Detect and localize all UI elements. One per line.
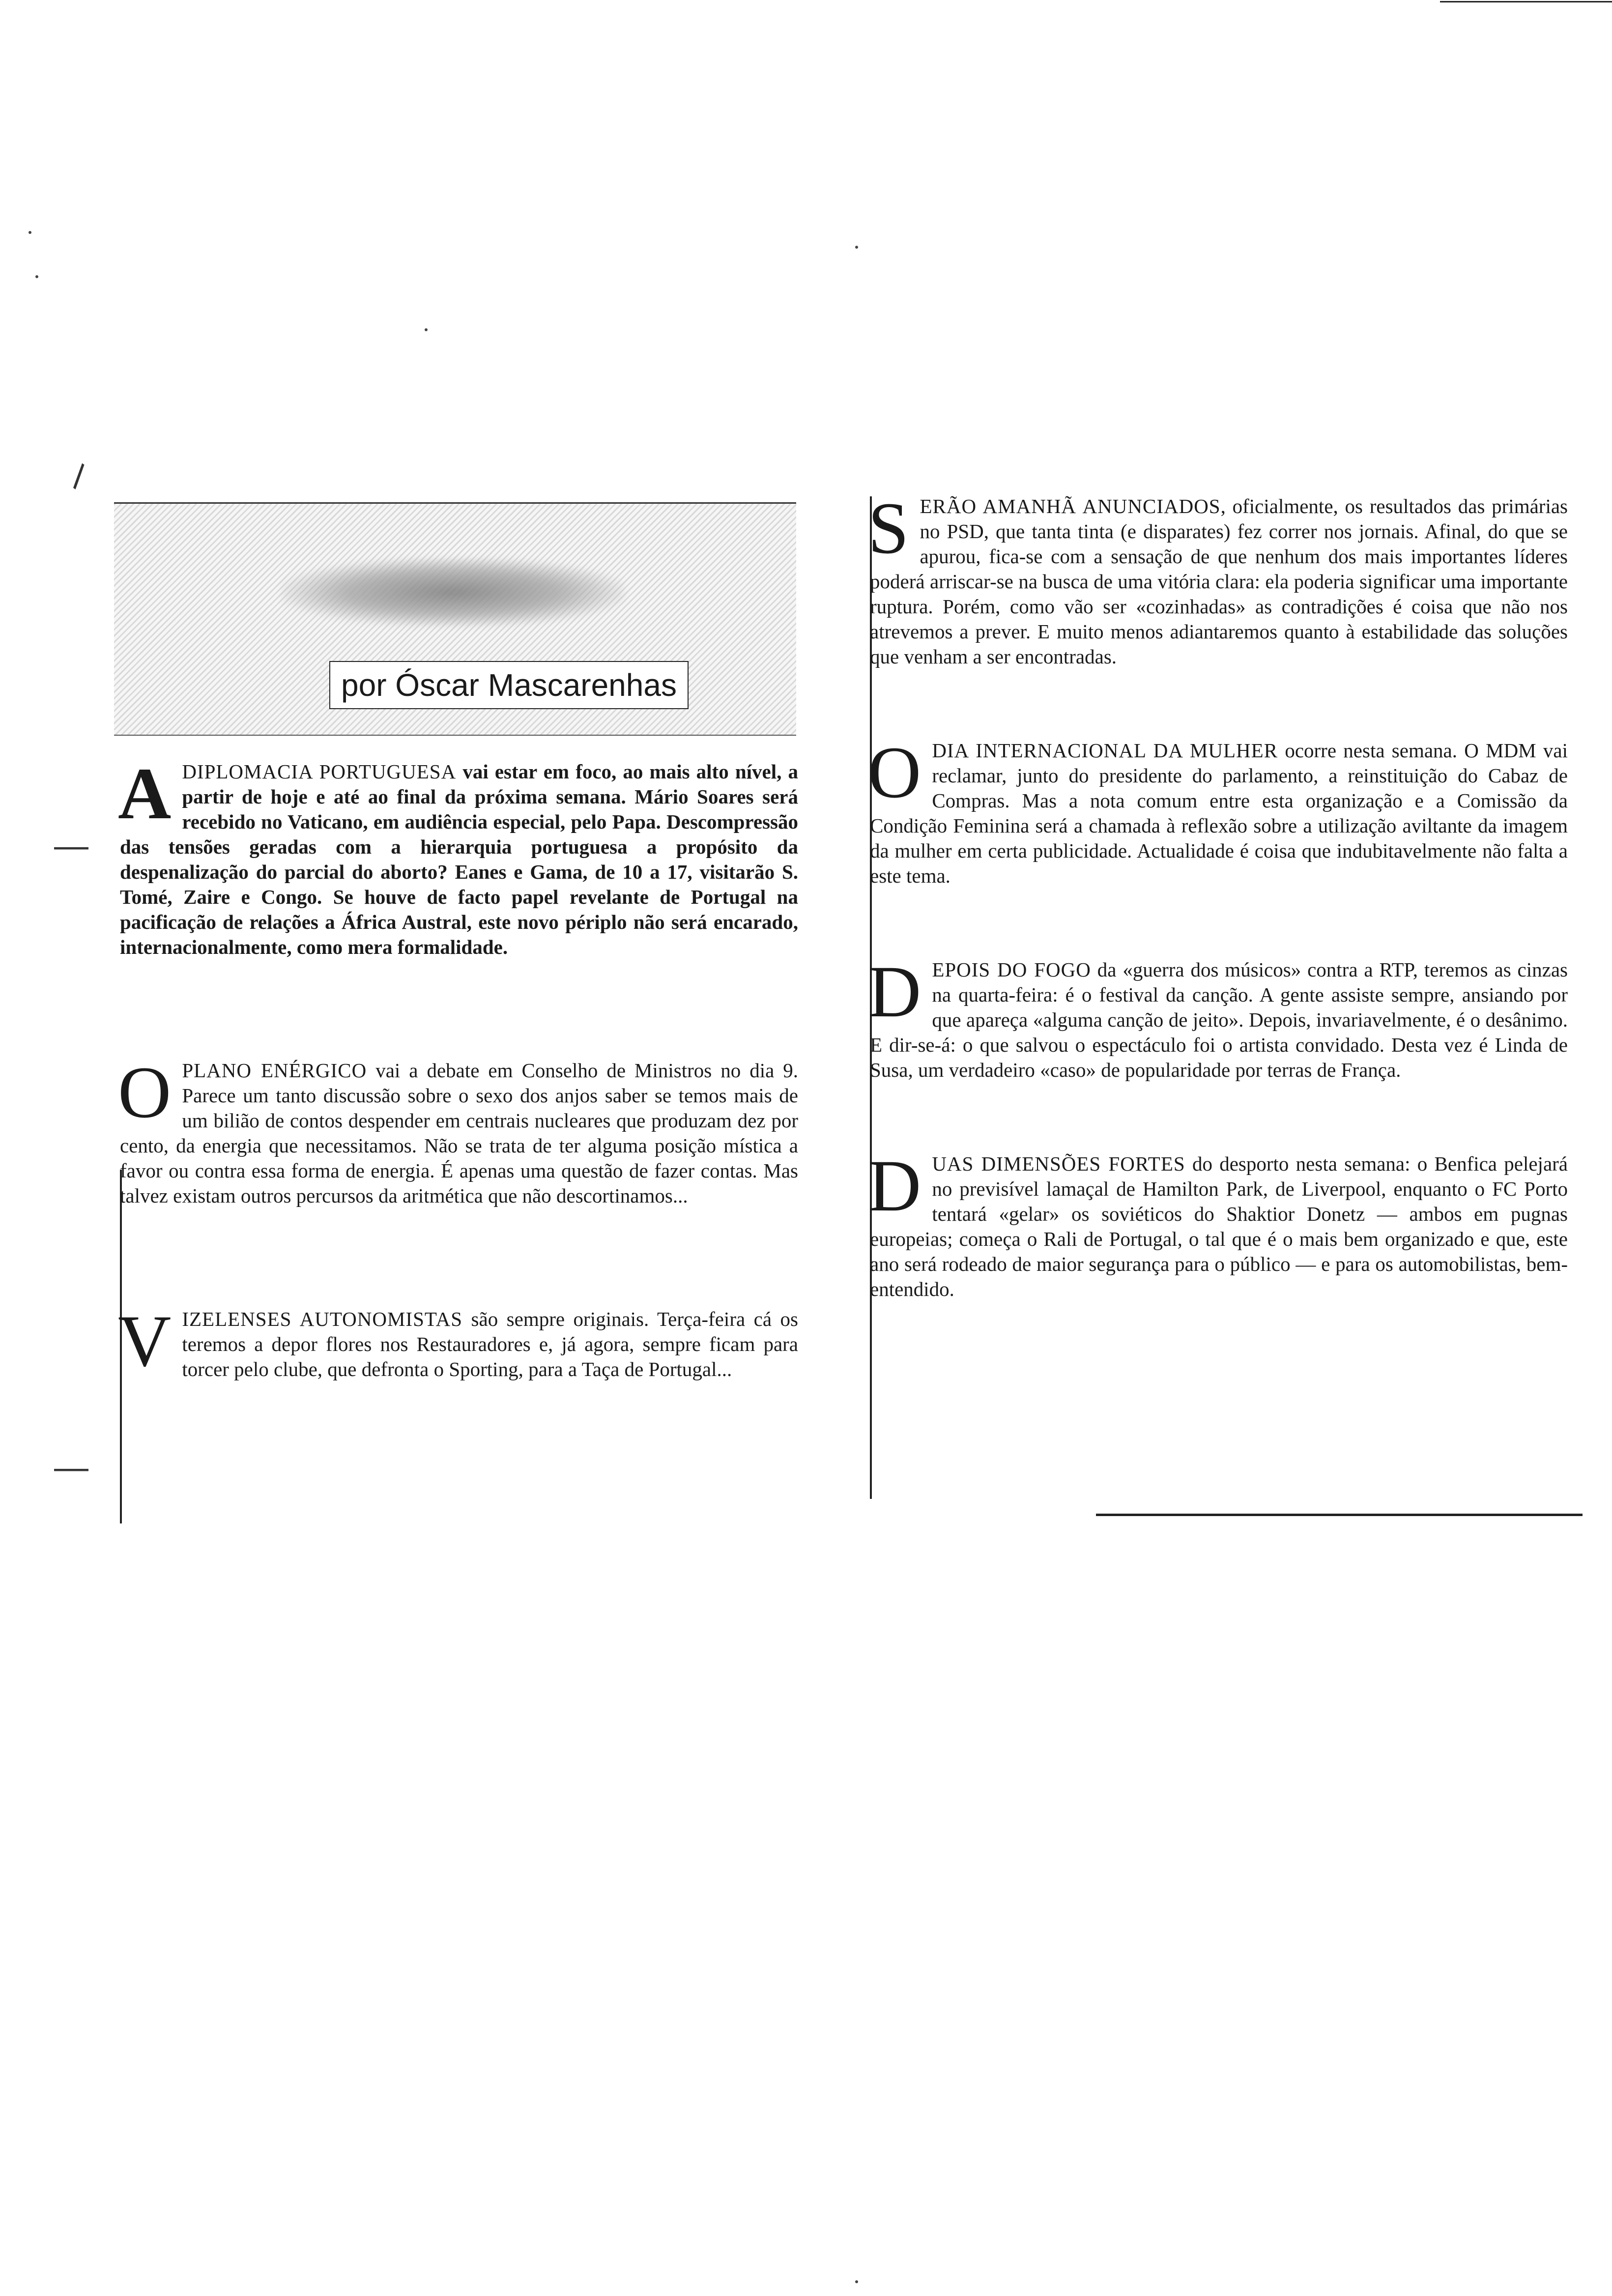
news-item	[868, 732, 1568, 889]
item-text: ocorre nesta semana. O MDM vai reclamar, junto do presidente do parlamento, a reinstituição do Cabaz de Compras. Mas a nota comum entre esta organização e a Comissão da Condição Feminina será a chamada à reflexão sobre a utilização aviltante da imagem da mulher em certa publicidade. Actualidade é coisa que indubitavelmente não falta a este tema.	[870, 739, 1568, 887]
item-text: do desporto nesta semana: o Benfica pelejará no previsível lamaçal de Hamilton Park, de Liverpool, enquanto o FC Porto tentará «gelar» os soviéticos do Shaktior Donetz — ambos em pugnas europeias; começa o Rali de Portugal, o tal que é o mais bem organizado e que, este ano será rodeado de maior segurança para o público — e para os automobilistas, bem-entendido.	[870, 1152, 1568, 1300]
item-lead: ERÃO AMANHÃ ANUNCIADOS	[920, 495, 1221, 517]
item-lead: UAS DIMENSÕES FORTES	[932, 1152, 1185, 1175]
scan-speck	[855, 2280, 858, 2283]
item-lead: PLANO ENÉRGICO	[182, 1059, 367, 1082]
scan-speck	[425, 328, 428, 331]
corner-tick-mark: \	[63, 458, 94, 495]
dropcap: V	[118, 1300, 172, 1382]
column-header-banner	[114, 502, 796, 736]
dropcap: D	[868, 951, 921, 1033]
scan-speck	[855, 246, 858, 249]
news-item	[118, 1300, 798, 1382]
top-right-scan-line	[1440, 1, 1612, 2]
scan-speck	[35, 275, 38, 278]
scan-speck	[29, 231, 31, 234]
item-text: são sempre originais. Terça-feira cá os teremos a depor flores nos Restauradores e, já agora, sempre ficam para torcer pelo clube, que defronta o Sporting, para a Taça de Portugal...	[182, 1308, 798, 1380]
news-item	[868, 951, 1568, 1083]
news-item	[868, 1145, 1568, 1302]
right-column	[868, 488, 1568, 1302]
item-text: vai estar em foco, ao mais alto nível, a partir de hoje e até ao final da próxima semana. Mário Soares será recebido no Vaticano, em audiência especial, pelo Papa. Descompressão das tensões geradas com a hierarquia portuguesa a propósito da despenalização do parcial do aborto? Eanes e Gama, de 10 a 17, visitarão S. Tomé, Zaire e Congo. Se houve de facto papel revelante de Portugal na pacificação de relações a África Austral, este novo périplo não será encarado, internacionalmente, como mera formalidade.	[120, 760, 798, 958]
news-item	[868, 488, 1568, 669]
dropcap: S	[868, 488, 909, 569]
item-text: , oficialmente, os resultados das primárias no PSD, que tanta tinta (e disparates) fez correr nos jornais. Afinal, do que se apurou, fica-se com a sensação de que nenhum dos mais importantes líderes poderá arriscar-se na busca de uma vitória clara: ela poderia significar uma importante ruptura. Porém, como vão ser «cozinhadas» as contradições é coisa que não nos atrevemos a prever. E muito menos adiantaremos quanto à estabilidade das soluções que venham a ser encontradas.	[870, 495, 1568, 668]
header-title-graphic	[281, 558, 625, 627]
dropcap: O	[118, 1052, 172, 1133]
item-lead: EPOIS DO FOGO	[932, 958, 1091, 981]
left-column	[118, 753, 799, 1382]
news-item	[118, 753, 798, 960]
dropcap: O	[868, 732, 921, 813]
item-lead: IZELENSES AUTONOMISTAS	[182, 1308, 463, 1330]
bottom-right-rule	[1096, 1514, 1583, 1516]
item-text: da «guerra dos músicos» contra a RTP, teremos as cinzas na quarta-feira: é o festival da canção. A gente assiste sempre, ansiando por que apareça «alguma canção de jeito». Depois, invariavelmente, é o desânimo. E dir-se-á: o que salvou o espectáculo foi o artista convidado. Desta vez é Linda de Susa, um verdadeiro «caso» de popularidade por terras de França.	[870, 958, 1568, 1081]
margin-dash-mark: —	[54, 1448, 88, 1486]
news-item	[118, 1052, 799, 1208]
item-lead: DIA INTERNACIONAL DA MULHER	[932, 739, 1278, 762]
dropcap: D	[868, 1145, 921, 1227]
item-lead: DIPLOMACIA PORTUGUESA	[182, 760, 457, 783]
item-text: vai a debate em Conselho de Ministros no dia 9. Parece um tanto discussão sobre o sexo dos anjos saber se temos mais de um bilião de contos despender em centrais nucleares que produzam dez por cento, da energia que necessitamos. Não se trata de ter alguma posição mística a favor ou contra essa forma de energia. É apenas uma questão de fazer contas. Mas talvez existam outros percursos da aritmética que não descortinamos...	[120, 1059, 799, 1207]
dropcap: A	[118, 753, 172, 834]
margin-dash-mark: —	[54, 826, 88, 864]
byline: por Óscar Mascarenhas	[329, 661, 689, 709]
